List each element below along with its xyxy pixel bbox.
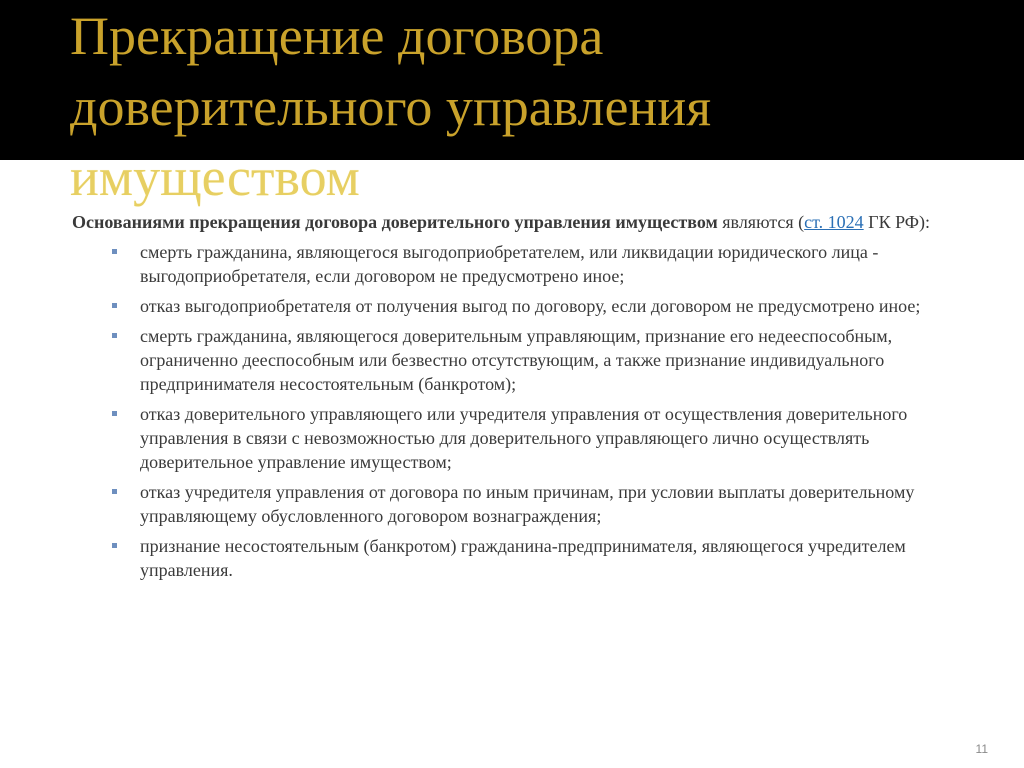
- list-item: [72, 324, 972, 396]
- list-item-text: отказ учредителя управления от договора по иным причинам, при условии выплаты доверительному управляющему обусловленного договором вознаграждения;: [140, 482, 915, 526]
- list-item: [72, 402, 972, 474]
- intro-paragraph: [72, 210, 972, 234]
- slide-content: [72, 210, 972, 588]
- article-1024-link[interactable]: ст. 1024: [804, 212, 864, 232]
- bullet-square-icon: [112, 333, 117, 338]
- list-item-text: смерть гражданина, являющегося доверительным управляющим, признание его недееспособным, ограниченно дееспособным или безвестно отсутствующим, а также признание индивидуального предпринимателя несостоятельным (банкротом);: [140, 326, 893, 394]
- intro-text-after-link: ГК РФ):: [863, 212, 931, 232]
- list-item: [72, 534, 972, 582]
- slide-title-line-1: Прекращение договора: [70, 6, 604, 66]
- intro-bold-text: Основаниями прекращения договора доверительного управления имуществом: [72, 212, 718, 232]
- bullet-square-icon: [112, 543, 117, 548]
- bullet-square-icon: [112, 249, 117, 254]
- list-item-text: отказ выгодоприобретателя от получения выгод по договору, если договором не предусмотрено иное;: [140, 296, 921, 316]
- bullet-square-icon: [112, 411, 117, 416]
- slide-title-line-3: имуществом: [70, 147, 360, 207]
- list-item: [72, 294, 972, 318]
- page-number: 11: [975, 742, 988, 756]
- list-item-text: смерть гражданина, являющегося выгодоприобретателем, или ликвидации юридического лица - выгодоприобретателя, если договором не предусмотрено иное;: [140, 242, 879, 286]
- grounds-list: [72, 240, 972, 582]
- list-item: [72, 480, 972, 528]
- list-item: [72, 240, 972, 288]
- bullet-square-icon: [112, 489, 117, 494]
- list-item-text: признание несостоятельным (банкротом) гражданина-предпринимателя, являющегося учредителем управления.: [140, 536, 906, 580]
- slide-title-line-2: доверительного управления: [70, 77, 712, 137]
- intro-text-before-link: являются (: [717, 212, 805, 232]
- bullet-square-icon: [112, 303, 117, 308]
- list-item-text: отказ доверительного управляющего или учредителя управления от осуществления доверительного управления в связи с невозможностью для доверительного управляющего лично осуществлять доверительное управление имуществом;: [140, 404, 908, 472]
